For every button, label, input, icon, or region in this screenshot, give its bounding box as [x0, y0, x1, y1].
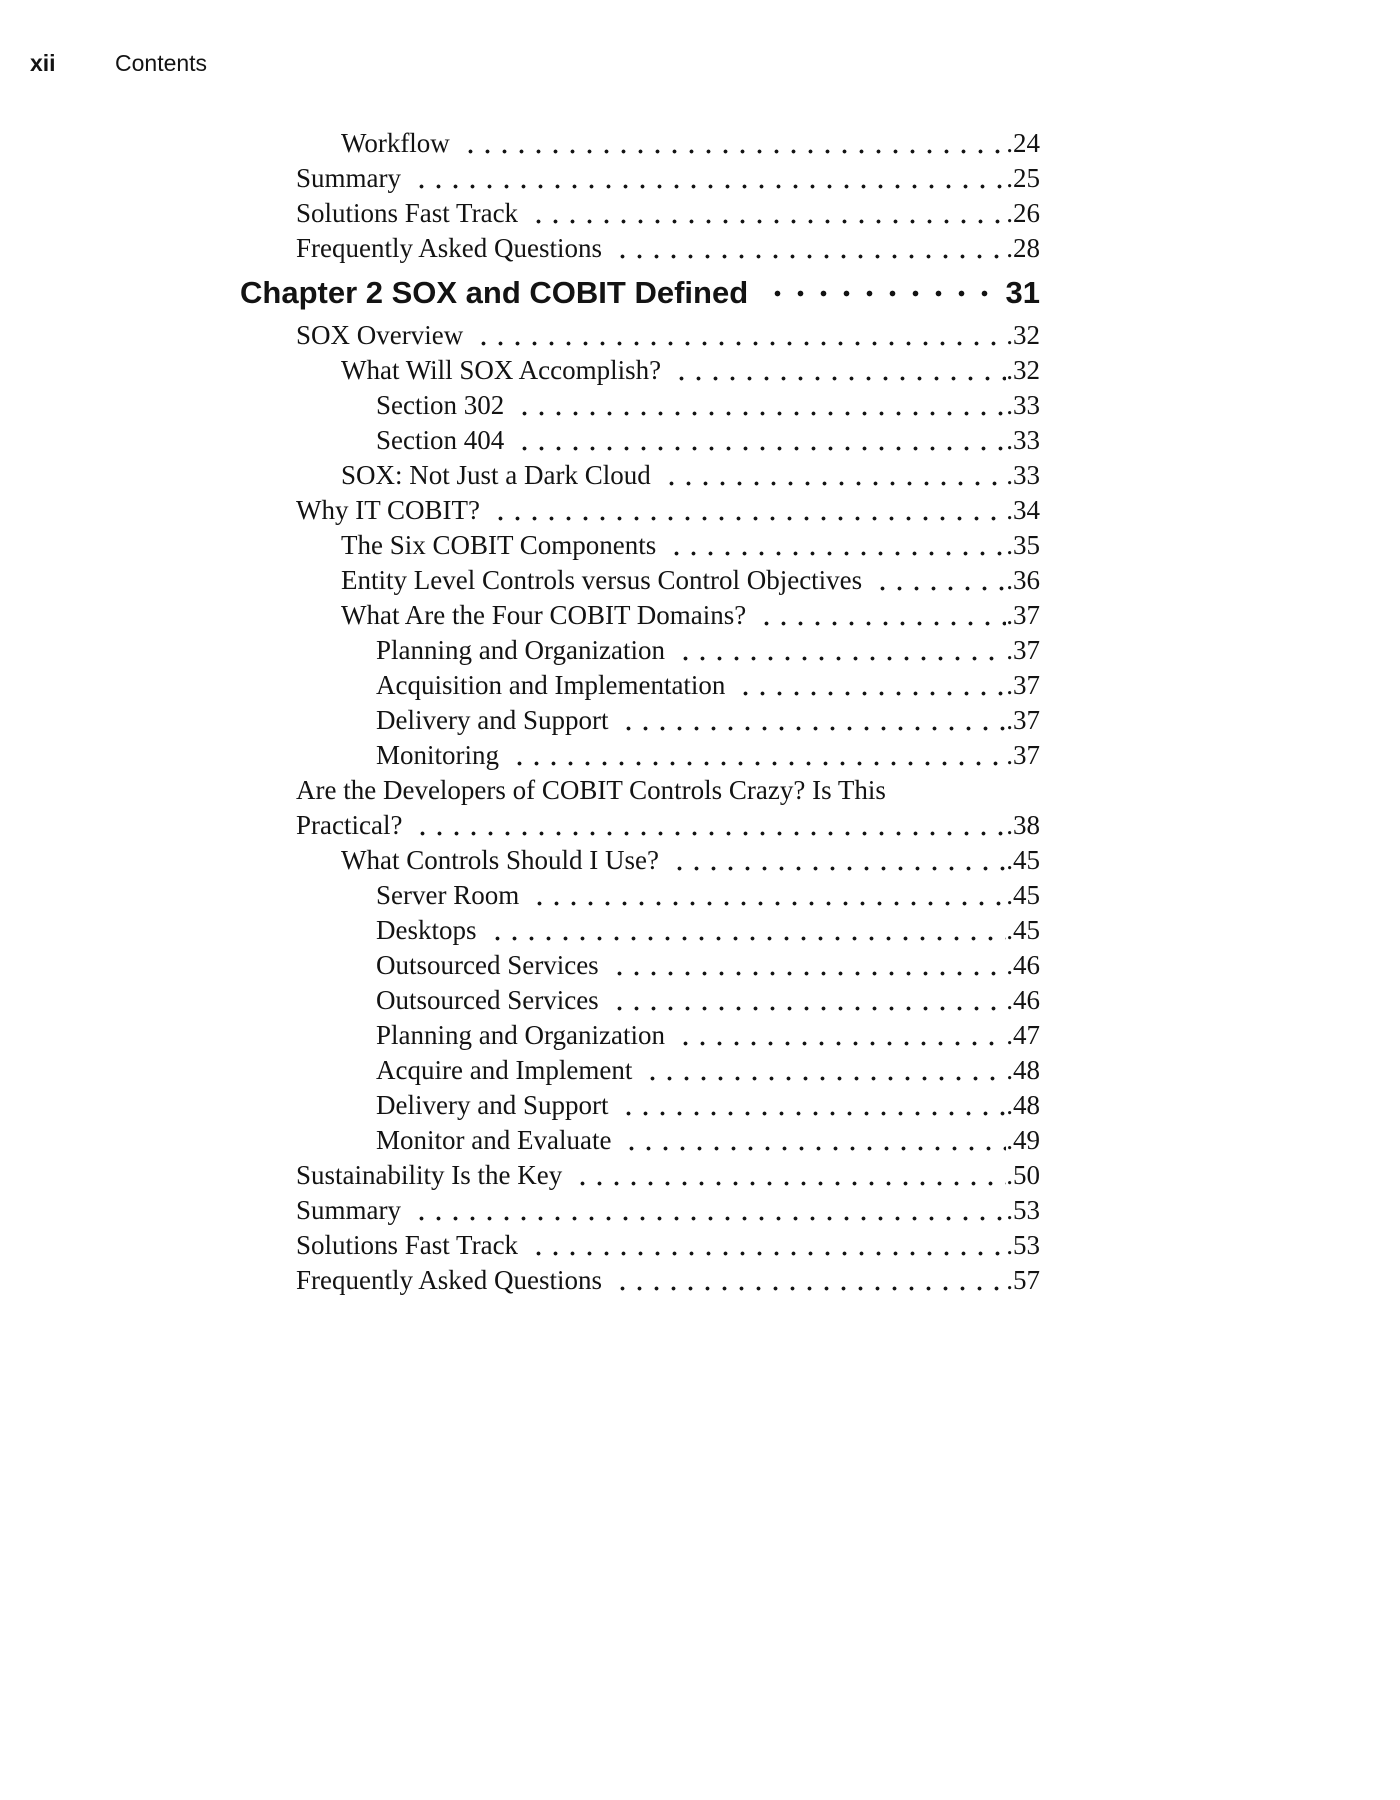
toc-entry-label: Frequently Asked Questions — [296, 1265, 602, 1295]
dot-leader — [409, 161, 1006, 196]
toc-entry-label: What Will SOX Accomplish? — [341, 355, 662, 385]
toc-entry-label: Section 302 — [376, 390, 505, 420]
dot-leader — [619, 1123, 1006, 1158]
toc-entry-label: Entity Level Controls versus Control Objectives — [341, 565, 863, 595]
toc-entry — [240, 843, 1040, 878]
dot-leader — [607, 983, 1007, 1018]
toc-chapter-entry — [240, 266, 1040, 318]
toc-page-number: . 37 — [1006, 738, 1040, 773]
toc-list — [240, 126, 1040, 1298]
toc-page-number: . 33 — [1006, 423, 1040, 458]
toc-page-number: . 45 — [1006, 878, 1040, 913]
toc-page-number: . 46 — [1006, 983, 1040, 1018]
toc-entry — [240, 703, 1040, 738]
dot-leader — [760, 273, 995, 313]
dot-leader — [733, 668, 1006, 703]
dot-leader — [410, 808, 1006, 843]
toc-page-number: . 32 — [1006, 318, 1040, 353]
toc-entry — [240, 738, 1040, 773]
running-head — [30, 50, 207, 77]
toc-entry — [240, 1123, 1040, 1158]
toc-entry — [240, 773, 1040, 808]
toc-entry — [240, 231, 1040, 266]
toc-page-number: . 53 — [1006, 1193, 1040, 1228]
dot-leader — [409, 1193, 1006, 1228]
toc-entry — [240, 196, 1040, 231]
toc-entry-label: What Are the Four COBIT Domains? — [341, 600, 747, 630]
dot-leader — [870, 563, 1006, 598]
toc-entry-label: Planning and Organization — [376, 1020, 665, 1050]
toc-page-number: . 26 — [1006, 196, 1040, 231]
toc-entry-label: Delivery and Support — [376, 1090, 609, 1120]
toc-entry-label: Frequently Asked Questions — [296, 233, 602, 263]
toc-entry-label: Section 404 — [376, 425, 505, 455]
toc-entry — [240, 1228, 1040, 1263]
toc-page-number: . 37 — [1006, 598, 1040, 633]
toc-entry — [240, 1263, 1040, 1298]
toc-entry — [240, 878, 1040, 913]
toc-entry-label: Summary — [296, 1195, 401, 1225]
dot-leader — [485, 913, 1007, 948]
dot-leader — [512, 388, 1006, 423]
toc-entry-label: Practical? — [296, 810, 403, 840]
toc-entry — [240, 1158, 1040, 1193]
dot-leader — [673, 633, 1006, 668]
dot-leader — [667, 843, 1006, 878]
toc-entry — [240, 948, 1040, 983]
toc-entry — [240, 668, 1040, 703]
toc-page-number: . 32 — [1006, 353, 1040, 388]
toc-entry-label: Acquisition and Implementation — [376, 670, 726, 700]
toc-entry — [240, 1053, 1040, 1088]
toc-entry-label: The Six COBIT Components — [341, 530, 657, 560]
dot-leader — [640, 1053, 1006, 1088]
toc-page-number: . 46 — [1006, 948, 1040, 983]
toc-entry-label: Outsourced Services — [376, 985, 599, 1015]
toc-entry — [240, 633, 1040, 668]
toc-entry-label: Chapter 2 SOX and COBIT Defined — [240, 275, 749, 310]
dot-leader — [673, 1018, 1006, 1053]
toc-page-number: . 37 — [1006, 703, 1040, 738]
dot-leader — [570, 1158, 1006, 1193]
dot-leader — [616, 703, 1006, 738]
toc-entry — [240, 423, 1040, 458]
dot-leader — [526, 1228, 1006, 1263]
toc-entry-label: Summary — [296, 163, 401, 193]
toc-entry-label: Sustainability Is the Key — [296, 1160, 563, 1190]
dot-leader — [488, 493, 1006, 528]
toc-page-number: . 38 — [1006, 808, 1040, 843]
toc-entry-label: Solutions Fast Track — [296, 1230, 519, 1260]
dot-leader — [664, 528, 1006, 563]
dot-leader — [527, 878, 1006, 913]
toc-page-number: . 36 — [1006, 563, 1040, 598]
toc-entry — [240, 1018, 1040, 1053]
dot-leader — [607, 948, 1007, 983]
toc-entry — [240, 913, 1040, 948]
toc-page-number: . 45 — [1006, 913, 1040, 948]
dot-leader — [616, 1088, 1006, 1123]
toc-page-number: . 33 — [1006, 458, 1040, 493]
toc-entry — [240, 528, 1040, 563]
toc-entry — [240, 458, 1040, 493]
toc-entry-label: Outsourced Services — [376, 950, 599, 980]
toc-entry-label: SOX Overview — [296, 320, 464, 350]
toc-page-number: . 34 — [1006, 493, 1040, 528]
toc-page-number: . 47 — [1006, 1018, 1040, 1053]
folio-page-number: xii — [30, 50, 56, 76]
toc-entry — [240, 1088, 1040, 1123]
toc-entry — [240, 983, 1040, 1018]
toc-entry — [240, 353, 1040, 388]
toc-entry-label: SOX: Not Just a Dark Cloud — [341, 460, 651, 490]
toc-page-number: . 37 — [1006, 633, 1040, 668]
dot-leader — [754, 598, 1006, 633]
dot-leader — [669, 353, 1006, 388]
toc-page-number: . 49 — [1006, 1123, 1040, 1158]
toc-page-number: . 37 — [1006, 668, 1040, 703]
dot-leader — [526, 196, 1006, 231]
toc-entry — [240, 161, 1040, 196]
toc-page-number: . 35 — [1006, 528, 1040, 563]
toc-entry-label: What Controls Should I Use? — [341, 845, 659, 875]
toc-entry-label: Why IT COBIT? — [296, 495, 480, 525]
toc-entry — [240, 598, 1040, 633]
toc-page-number: . 53 — [1006, 1228, 1040, 1263]
toc-entry-label: Acquire and Implement — [376, 1055, 633, 1085]
dot-leader — [659, 458, 1007, 493]
toc-entry — [240, 563, 1040, 598]
toc-entry-label: Server Room — [376, 880, 520, 910]
toc-page-number: . 25 — [1006, 161, 1040, 196]
toc-entry — [240, 126, 1040, 161]
toc-page-number: . 48 — [1006, 1088, 1040, 1123]
toc-entry-label: Are the Developers of COBIT Controls Crazy? Is This — [296, 775, 886, 805]
toc-page-number: . 45 — [1006, 843, 1040, 878]
toc-entry-label: Solutions Fast Track — [296, 198, 519, 228]
toc-entry-label: Delivery and Support — [376, 705, 609, 735]
toc-page-number: . 33 — [1006, 388, 1040, 423]
toc-entry — [240, 1193, 1040, 1228]
toc-entry-label: Workflow — [341, 128, 450, 158]
running-head-title: Contents — [115, 50, 208, 76]
toc-entry-label: Monitor and Evaluate — [376, 1125, 612, 1155]
dot-leader — [610, 231, 1006, 266]
toc-entry — [240, 388, 1040, 423]
toc-page-number: . 28 — [1006, 231, 1040, 266]
dot-leader — [458, 126, 1006, 161]
toc-entry-label: Planning and Organization — [376, 635, 665, 665]
toc-entry — [240, 808, 1040, 843]
toc-page-number: . 48 — [1006, 1053, 1040, 1088]
dot-leader — [507, 738, 1006, 773]
dot-leader — [471, 318, 1006, 353]
dot-leader — [610, 1263, 1006, 1298]
toc-entry — [240, 493, 1040, 528]
dot-leader — [512, 423, 1006, 458]
toc-entry — [240, 318, 1040, 353]
toc-entry-label: Desktops — [376, 915, 477, 945]
toc-page-number: . 50 — [1006, 1158, 1040, 1193]
toc-page-number: . 57 — [1006, 1263, 1040, 1298]
toc-entry-label: Monitoring — [376, 740, 500, 770]
toc-page-number: . 24 — [1006, 126, 1040, 161]
toc-page-number: 31 — [1005, 275, 1040, 310]
